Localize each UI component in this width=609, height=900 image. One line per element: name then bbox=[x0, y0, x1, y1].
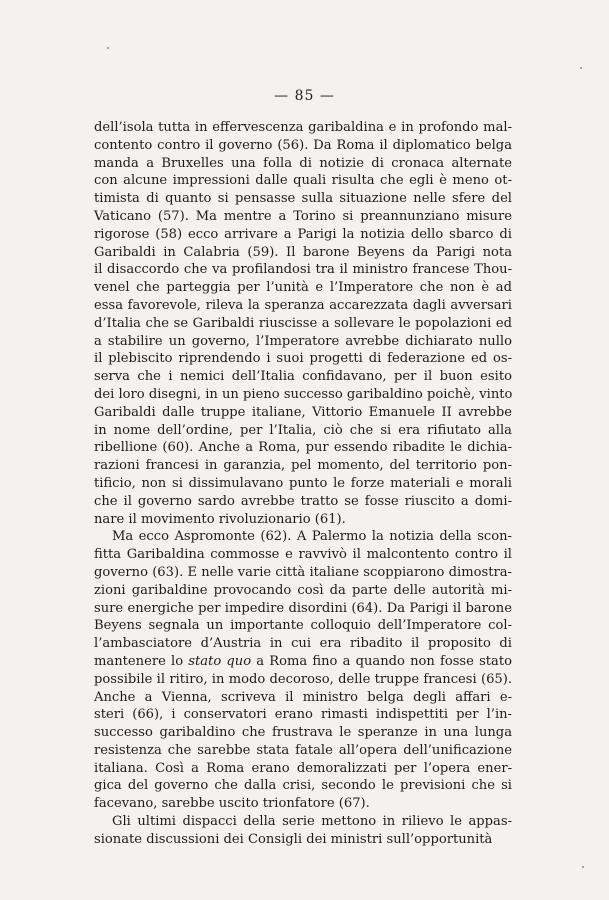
text-line: l’ambasciatore d’Austria in cui era ribadito il proposito di bbox=[94, 636, 512, 652]
text-line: razioni francesi in garanzia, pel momento, del territorio pon- bbox=[94, 458, 512, 474]
text-line: Gli ultimi dispacci della serie mettono in rilievo le appas- bbox=[112, 814, 512, 830]
text-line: ribellione (60). Anche a Roma, pur essendo ribadite le dichia- bbox=[94, 440, 512, 456]
text-line: contento contro il governo (56). Da Roma il diplomatico belga bbox=[94, 137, 512, 153]
text-line: nare il movimento rivoluzionario (61). bbox=[94, 511, 346, 527]
text-line: resistenza che sarebbe stata fatale all’opera dell’unificazione bbox=[94, 742, 512, 758]
text-line: che il governo sardo avrebbe tratto se fosse riuscito a domi- bbox=[94, 493, 512, 509]
text-line: italiana. Così a Roma erano demoralizzati per l’opera ener- bbox=[94, 760, 512, 776]
text-line: sionate discussioni dei Consigli dei ministri sull’opportunità bbox=[94, 831, 493, 847]
text-line: rigorose (58) ecco arrivare a Parigi la notizia dello sbarco di bbox=[94, 226, 512, 242]
paragraph-1 bbox=[94, 119, 512, 528]
text-line: dell’isola tutta in effervescenza garibaldina e in profondo mal- bbox=[94, 120, 512, 135]
text-line: zioni garibaldine provocando così da parte delle autorità mi- bbox=[94, 582, 512, 598]
text-line: Garibaldi in Calabria (59). Il barone Beyens da Parigi nota bbox=[94, 244, 512, 260]
paper-speck bbox=[580, 67, 582, 69]
text-line: Vaticano (57). Ma mentre a Torino si preannunziano misure bbox=[94, 208, 512, 224]
text-line: Anche a Vienna, scriveva il ministro belga degli affari e- bbox=[94, 689, 512, 705]
text-line: essa favorevole, rileva la speranza accarezzata dagli avversari bbox=[94, 297, 512, 313]
text-line: a stabilire un governo, l’Imperatore avrebbe dichiarato nullo bbox=[94, 333, 512, 349]
text-line: serva che i nemici dell’Italia confidavano, per il buon esito bbox=[94, 369, 512, 385]
text-line: fitta Garibaldina commosse e ravvivò il malcontento contro il bbox=[94, 547, 512, 563]
paragraph-2 bbox=[94, 528, 512, 813]
paragraph-3 bbox=[94, 813, 512, 849]
page-number: — 85 — bbox=[274, 88, 335, 104]
text-line: venel che parteggia per l’unità e l’Imperatore che non è ad bbox=[94, 280, 512, 296]
text-line: sure energiche per impedire disordini (64). Da Parigi il barone bbox=[94, 600, 512, 616]
text-line: in nome dell’ordine, per l’Italia, ciò che si era rifiutato alla bbox=[94, 422, 512, 438]
body-text bbox=[94, 119, 512, 849]
text-line: d’Italia che se Garibaldi riuscisse a sollevare le popolazioni ed bbox=[94, 315, 512, 331]
text-line: steri (66), i conservatori erano rimasti indispettiti per l’in- bbox=[94, 707, 512, 723]
text-line: timista di quanto si pensasse sulla situazione nelle sfere del bbox=[94, 191, 512, 207]
text-line: dei loro disegni, in un pieno successo garibaldino poichè, vinto bbox=[94, 386, 513, 402]
text-line: Ma ecco Aspromonte (62). A Palermo la notizia della scon- bbox=[112, 529, 512, 545]
text-line: Garibaldi dalle truppe italiane, Vittorio Emanuele II avrebbe bbox=[94, 404, 512, 420]
italic-phrase: stato quo bbox=[188, 653, 252, 669]
text-line: con alcune impressioni dalle quali risulta che egli è meno ot- bbox=[94, 173, 512, 189]
text-line: manda a Bruxelles una folla di notizie di cronaca alternate bbox=[94, 155, 512, 171]
text-line: successo garibaldino che frustrava le speranze in una lunga bbox=[94, 725, 512, 741]
text-line: il plebiscito riprendendo i suoi progetti di federazione ed os- bbox=[94, 351, 512, 367]
text-line: Beyens segnala un importante colloquio dell’Imperatore col- bbox=[94, 618, 512, 634]
text-line: gica del governo che dalla crisi, secondo le previsioni che si bbox=[94, 778, 512, 794]
text-line: mantenere lo stato quo a Roma fino a quando non fosse stato bbox=[94, 653, 513, 669]
text-line: facevano, sarebbe uscito trionfatore (67). bbox=[94, 796, 370, 812]
paper-speck bbox=[107, 47, 109, 49]
paper-speck bbox=[582, 866, 584, 868]
text-line: governo (63). E nelle varie città italiane scoppiarono dimostra- bbox=[94, 564, 512, 580]
text-line: possibile il ritiro, in modo decoroso, delle truppe francesi (65). bbox=[94, 671, 512, 687]
text-line: il disaccordo che va profilandosi tra il ministro francese Thou- bbox=[94, 262, 512, 278]
text-line: tificio, non si dissimulavano punto le forze materiali e morali bbox=[94, 475, 512, 491]
